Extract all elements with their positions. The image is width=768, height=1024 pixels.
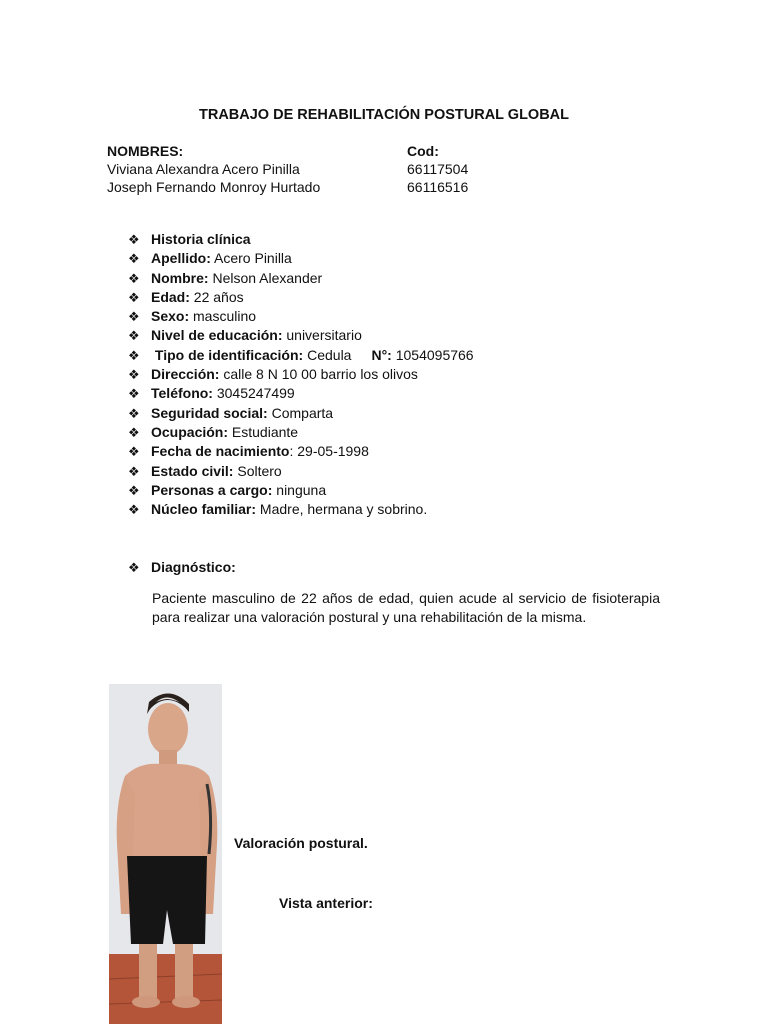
list-item-telefono (128, 384, 474, 403)
history-heading: Historia clínica (151, 231, 251, 247)
bullet-icon: ❖ (128, 463, 140, 479)
list-item-seguridad (128, 404, 474, 423)
list-item-nivel (128, 326, 474, 345)
author-code: 66117504 (407, 161, 469, 177)
field-label: Dirección: (151, 366, 220, 383)
names-label: NOMBRES: (107, 143, 184, 159)
list-item-ocupacion (128, 423, 474, 442)
patient-figure-illustration (109, 684, 222, 1024)
field-value: Madre, hermana y sobrino. (259, 501, 428, 518)
author-row (107, 178, 527, 196)
list-item-apellido (128, 249, 474, 268)
field-label: Apellido: (151, 250, 211, 267)
field-label: Nombre: (151, 269, 209, 286)
field-value: universitario (286, 327, 362, 344)
field-label: Edad: (151, 288, 190, 305)
field-label: N°: (371, 346, 392, 363)
field-value: 1054095766 (395, 346, 474, 363)
diagnosis-paragraph: Paciente masculino de 22 años de edad, quien acude al servicio de fisioterapia para realizar una valoración postural y una rehabilitación de la misma. (152, 590, 660, 625)
patient-photo (109, 684, 222, 1024)
bullet-icon: ❖ (128, 444, 140, 460)
bullet-icon: ❖ (128, 560, 140, 575)
author-name: Viviana Alexandra Acero Pinilla (107, 161, 300, 177)
list-item-personas (128, 481, 474, 500)
diagnosis-heading-row (128, 559, 236, 576)
field-value: calle 8 N 10 00 barrio los olivos (223, 366, 418, 383)
field-value: ninguna (276, 481, 327, 498)
document-title: TRABAJO DE REHABILITACIÓN POSTURAL GLOBAL (198, 107, 570, 123)
field-value: Nelson Alexander (212, 269, 323, 286)
field-label: Nivel de educación: (151, 327, 283, 344)
field-value: 22 años (193, 288, 244, 305)
field-value: : 29-05-1998 (289, 443, 369, 460)
bullet-icon: ❖ (128, 405, 140, 421)
bullet-icon: ❖ (128, 482, 140, 498)
bullet-icon: ❖ (128, 251, 140, 267)
list-item-edad (128, 288, 474, 307)
list-item-direccion (128, 365, 474, 384)
author-code: 66116516 (407, 179, 469, 195)
field-value: masculino (193, 308, 257, 325)
authors-header (107, 142, 527, 160)
bullet-icon: ❖ (128, 386, 140, 402)
field-value: Comparta (271, 404, 334, 421)
field-value: Soltero (237, 462, 282, 479)
bullet-icon: ❖ (128, 367, 140, 383)
field-label: Núcleo familiar: (151, 501, 257, 518)
bullet-icon: ❖ (128, 502, 140, 518)
field-label: Estado civil: (151, 462, 234, 479)
bullet-icon: ❖ (128, 328, 140, 344)
field-value: Cedula (307, 346, 352, 363)
bullet-icon: ❖ (128, 232, 140, 247)
list-item-historia (128, 230, 474, 249)
field-label: Tipo de identificación: (154, 346, 304, 363)
field-label: Personas a cargo: (151, 481, 273, 498)
field-value: Estudiante (231, 423, 299, 440)
list-item-nombre (128, 269, 474, 288)
clinical-history-list (128, 230, 474, 519)
field-label: Seguridad social: (151, 404, 268, 421)
bullet-icon: ❖ (128, 270, 140, 286)
view-heading: Vista anterior: (279, 895, 373, 911)
field-label: Fecha de nacimiento (151, 443, 290, 460)
bullet-icon: ❖ (128, 424, 140, 440)
field-label: Teléfono: (151, 385, 213, 402)
field-label: Ocupación: (151, 423, 229, 440)
list-item-tipo-id (128, 346, 474, 365)
author-name: Joseph Fernando Monroy Hurtado (107, 179, 321, 195)
bullet-icon: ❖ (128, 309, 140, 325)
list-item-nucleo (128, 500, 474, 519)
list-item-fecha (128, 442, 474, 461)
bullet-icon: ❖ (128, 289, 140, 305)
list-item-estado (128, 462, 474, 481)
code-label: Cod: (407, 143, 439, 159)
diagnosis-heading: Diagnóstico: (151, 559, 236, 575)
field-value: Acero Pinilla (214, 250, 292, 267)
author-row (107, 160, 527, 178)
list-item-sexo (128, 307, 474, 326)
bullet-icon: ❖ (128, 347, 140, 363)
authors-block (107, 142, 527, 196)
field-label: Sexo: (151, 308, 190, 325)
field-value: 3045247499 (216, 385, 295, 402)
posture-heading: Valoración postural. (234, 835, 368, 851)
